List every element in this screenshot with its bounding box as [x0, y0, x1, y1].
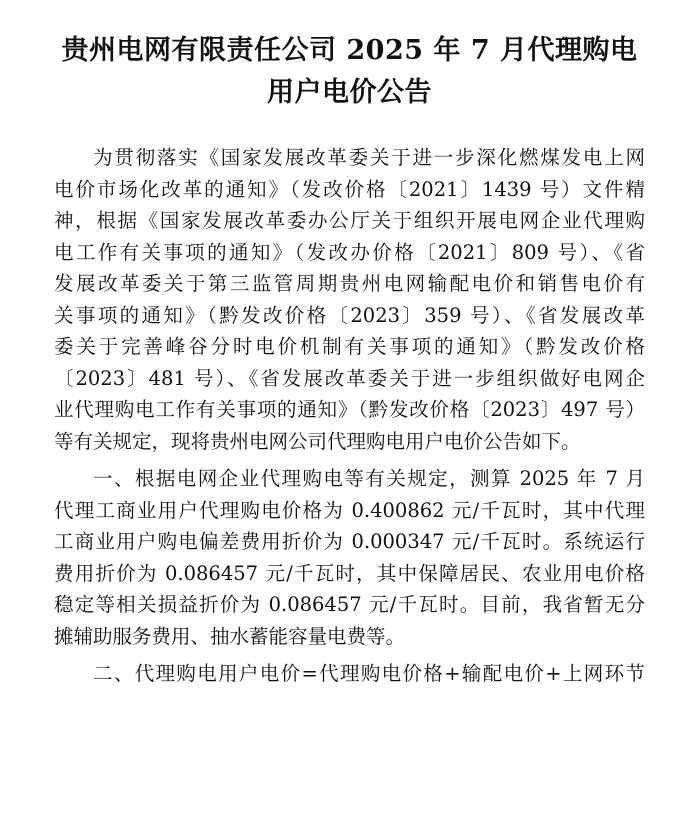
text-line: 等有关规定，现将贵州电网公司代理购电用户电价公告如下。: [54, 429, 581, 453]
text-line: 发展改革委关于第三监管周期贵州电网输配电价和销售电价有: [54, 272, 645, 295]
text-line: 神，根据《国家发展改革委办公厅关于组织开展电网企业代理购: [54, 209, 645, 232]
text-line: 电价市场化改革的通知》（发改价格〔2021〕1439 号）文件精: [54, 177, 645, 201]
text-line: 工商业用户购电偏差费用折价为 0.000347 元/千瓦时。系统运行: [54, 530, 645, 553]
text-line: 费用折价为 0.086457 元/千瓦时，其中保障居民、农业用电价格: [54, 561, 645, 585]
text-line: 委关于完善峰谷分时电价机制有关事项的通知》（黔发改价格: [54, 335, 645, 358]
document-body: [54, 142, 645, 690]
text-line: 为贯彻落实《国家发展改革委关于进一步深化燃煤发电上网: [93, 146, 645, 169]
title-line-1: 贵州电网有限责任公司 2025 年 7 月代理购电: [61, 35, 638, 66]
title-line-2: 用户电价公告: [267, 77, 432, 108]
text-line: 关事项的通知》（黔发改价格〔2023〕359 号）、《省发展改革: [54, 303, 645, 327]
text-line: 业代理购电工作有关事项的通知》（黔发改价格〔2023〕497 号）: [54, 398, 645, 421]
paragraph-intro: [54, 142, 645, 457]
text-line: 电工作有关事项的通知》（发改办价格〔2021〕809 号）、《省: [54, 240, 645, 264]
paragraph-section-1: [54, 463, 645, 652]
document-title: [54, 0, 645, 114]
text-line: 代理工商业用户代理购电价格为 0.400862 元/千瓦时，其中代理: [54, 498, 645, 522]
text-line: 〔2023〕481 号）、《省发展改革委关于进一步组织做好电网企: [54, 366, 645, 390]
text-line: 一、根据电网企业代理购电等有关规定，测算 2025 年 7 月: [93, 467, 645, 490]
text-line: 稳定等相关损益折价为 0.086457 元/千瓦时。目前，我省暂无分: [54, 593, 645, 616]
text-line: 摊辅助服务费用、抽水蓄能容量电费等。: [54, 624, 406, 648]
paragraph-section-2: [54, 658, 645, 690]
text-line: 二、代理购电用户电价=代理购电价格+输配电价+上网环节: [93, 662, 645, 685]
